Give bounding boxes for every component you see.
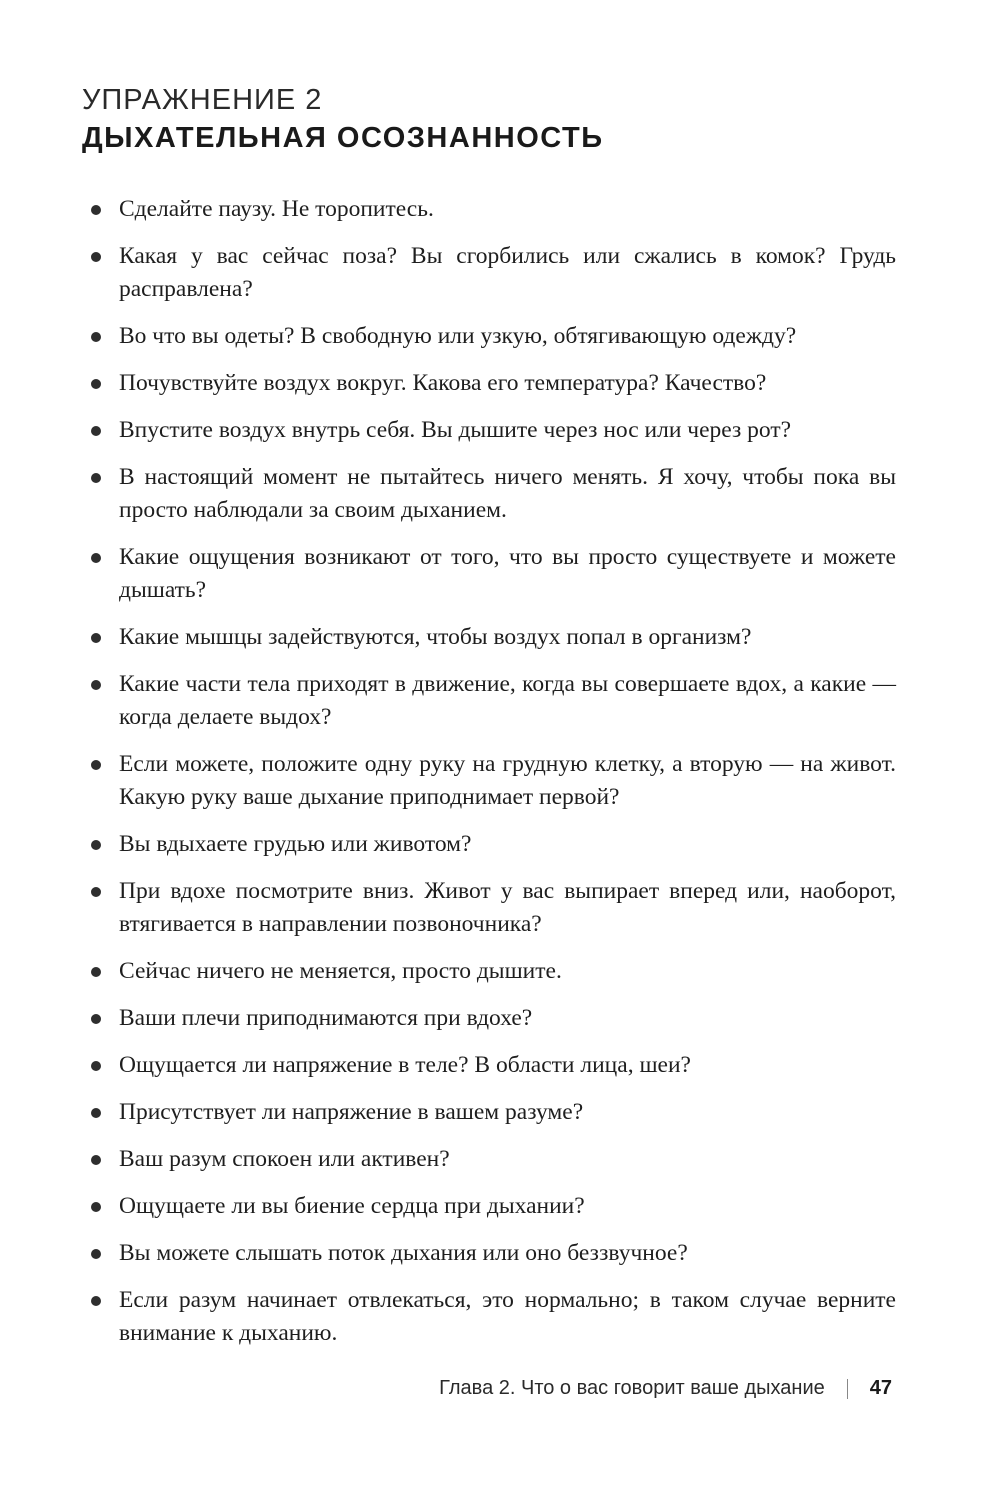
bullet-item	[90, 748, 896, 814]
bullet-item	[90, 668, 896, 734]
bullet-dot-icon	[91, 967, 101, 977]
bullet-dot-icon	[91, 1249, 101, 1259]
bullet-dot-icon	[91, 553, 101, 563]
bullet-dot-icon	[91, 1155, 101, 1165]
bullet-item	[90, 621, 896, 654]
bullet-dot-icon	[91, 887, 101, 897]
bullet-dot-icon	[91, 1202, 101, 1212]
bullet-item	[90, 414, 896, 447]
bullet-item	[90, 541, 896, 607]
bullet-dot-icon	[91, 426, 101, 436]
bullet-text: Какие части тела приходят в движение, когда вы совершаете вдох, а какие — когда делаете выдох?	[119, 671, 896, 730]
bullet-text: Ощущаете ли вы биение сердца при дыхании?	[119, 1193, 585, 1219]
bullet-text: Вы вдыхаете грудью или животом?	[119, 831, 472, 857]
bullet-item	[90, 1284, 896, 1350]
bullet-dot-icon	[91, 1014, 101, 1024]
bullet-dot-icon	[91, 1061, 101, 1071]
bullet-item	[90, 828, 896, 861]
bullet-text: Сейчас ничего не меняется, просто дышите.	[119, 958, 562, 984]
bullet-text: Ваши плечи приподнимаются при вдохе?	[119, 1005, 533, 1031]
bullet-item	[90, 1096, 896, 1129]
bullet-item	[90, 1237, 896, 1270]
bullet-item	[90, 320, 896, 353]
bullet-item	[90, 461, 896, 527]
bullet-dot-icon	[91, 1108, 101, 1118]
footer-divider	[847, 1379, 848, 1399]
bullet-text: Во что вы одеты? В свободную или узкую, обтягивающую одежду?	[119, 323, 797, 349]
bullet-item	[90, 193, 896, 226]
bullet-text: Впустите воздух внутрь себя. Вы дышите через нос или через рот?	[119, 417, 792, 443]
bullet-dot-icon	[91, 760, 101, 770]
bullet-dot-icon	[91, 252, 101, 262]
bullet-text: Какие мышцы задействуются, чтобы воздух попал в организм?	[119, 624, 752, 650]
bullet-text: Если разум начинает отвлекаться, это нормально; в таком случае верните внимание к дыханию.	[119, 1287, 896, 1346]
exercise-label: УПРАЖНЕНИЕ 2	[82, 84, 323, 116]
bullet-text: Ваш разум спокоен или активен?	[119, 1146, 450, 1172]
bullet-text: В настоящий момент не пытайтесь ничего менять. Я хочу, чтобы пока вы просто наблюдали за своим дыханием.	[119, 464, 896, 523]
bullet-item	[90, 1002, 896, 1035]
bullet-text: Если можете, положите одну руку на грудную клетку, а вторую — на живот. Какую руку ваше дыхание приподнимает первой?	[119, 751, 896, 810]
bullet-item	[90, 955, 896, 988]
bullet-dot-icon	[91, 840, 101, 850]
bullet-dot-icon	[91, 633, 101, 643]
bullet-text: Какие ощущения возникают от того, что вы просто существуете и можете дышать?	[119, 544, 896, 603]
bullet-dot-icon	[91, 680, 101, 690]
bullet-item	[90, 367, 896, 400]
running-footer-chapter: Глава 2. Что о вас говорит ваше дыхание	[439, 1377, 825, 1399]
bullet-text: Какая у вас сейчас поза? Вы сгорбились или сжались в комок? Грудь расправлена?	[119, 243, 896, 302]
bullet-item	[90, 1190, 896, 1223]
bullet-item	[90, 240, 896, 306]
bullet-text: Вы можете слышать поток дыхания или оно беззвучное?	[119, 1240, 688, 1266]
bullet-text: При вдохе посмотрите вниз. Живот у вас выпирает вперед или, наоборот, втягивается в направлении позвоночника?	[119, 878, 896, 937]
bullet-text: Присутствует ли напряжение в вашем разуме?	[119, 1099, 584, 1125]
exercise-title: ДЫХАТЕЛЬНАЯ ОСОЗНАННОСТЬ	[82, 122, 604, 154]
bullet-item	[90, 1049, 896, 1082]
bullet-item	[90, 1143, 896, 1176]
bullet-text: Ощущается ли напряжение в теле? В области лица, шеи?	[119, 1052, 691, 1078]
bullet-dot-icon	[91, 1296, 101, 1306]
bullet-item	[90, 875, 896, 941]
bullet-dot-icon	[91, 332, 101, 342]
bullet-text: Сделайте паузу. Не торопитесь.	[119, 196, 434, 222]
exercise-bullet-list	[90, 193, 896, 1364]
page-footer	[439, 1377, 892, 1400]
bullet-dot-icon	[91, 379, 101, 389]
bullet-dot-icon	[91, 473, 101, 483]
page-number: 47	[869, 1377, 892, 1399]
bullet-text: Почувствуйте воздух вокруг. Какова его температура? Качество?	[119, 370, 767, 396]
bullet-dot-icon	[91, 205, 101, 215]
